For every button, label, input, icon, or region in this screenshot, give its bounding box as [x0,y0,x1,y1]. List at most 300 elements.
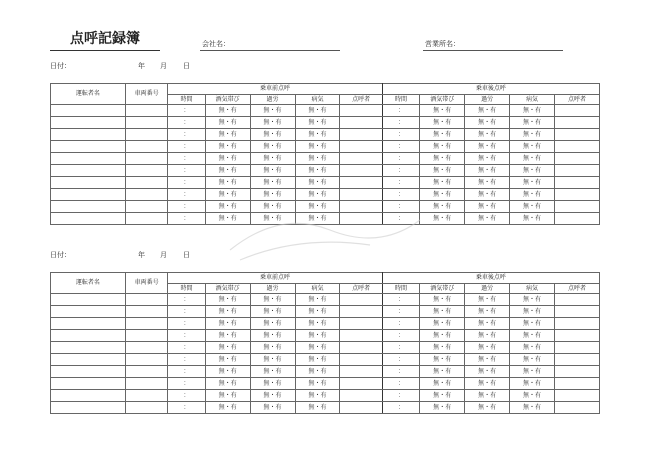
time-cell[interactable]: ： [168,117,205,129]
illness-choice-cell[interactable]: 無・有 [510,342,555,354]
vehicle-number-cell[interactable] [125,354,167,366]
fatigue-choice-cell[interactable]: 無・有 [250,318,295,330]
inspector-cell[interactable] [554,117,599,129]
date-year: 年 [138,251,145,259]
driver-name-cell[interactable] [51,141,126,153]
fatigue-choice-cell[interactable]: 無・有 [465,141,510,153]
company-label: 会社名： [202,40,230,48]
vehicle-number-cell[interactable] [125,129,167,141]
fatigue-choice-cell[interactable]: 無・有 [250,294,295,306]
sub-header: 過労 [250,284,295,294]
vehicle-number-cell[interactable] [125,378,167,390]
inspector-cell[interactable] [340,390,382,402]
alcohol-choice-cell[interactable]: 無・有 [205,402,250,414]
time-cell[interactable]: ： [382,129,419,141]
illness-choice-cell[interactable]: 無・有 [295,201,340,213]
before-boarding-header: 乗車前点呼 [168,84,383,95]
time-cell[interactable]: ： [382,318,419,330]
fatigue-choice-cell[interactable]: 無・有 [250,342,295,354]
fatigue-choice-cell[interactable]: 無・有 [250,141,295,153]
inspector-cell[interactable] [554,141,599,153]
fatigue-choice-cell[interactable]: 無・有 [465,189,510,201]
fatigue-choice-cell[interactable]: 無・有 [250,378,295,390]
illness-choice-cell[interactable]: 無・有 [295,330,340,342]
inspector-cell[interactable] [340,201,382,213]
document-title: 点呼記録簿 [50,30,160,51]
vehicle-number-cell[interactable] [125,117,167,129]
fatigue-choice-cell[interactable]: 無・有 [465,177,510,189]
driver-name-cell[interactable] [51,189,126,201]
table-row [51,354,600,366]
driver-name-cell[interactable] [51,378,126,390]
table-row [51,201,600,213]
driver-name-cell[interactable] [51,129,126,141]
fatigue-choice-cell[interactable]: 無・有 [465,213,510,225]
time-cell[interactable]: ： [382,366,419,378]
fatigue-choice-cell[interactable]: 無・有 [465,201,510,213]
inspector-cell[interactable] [554,366,599,378]
table-row [51,213,600,225]
alcohol-choice-cell[interactable]: 無・有 [205,153,250,165]
alcohol-choice-cell[interactable]: 無・有 [205,294,250,306]
alcohol-choice-cell[interactable]: 無・有 [420,141,465,153]
illness-choice-cell[interactable]: 無・有 [510,378,555,390]
driver-name-cell[interactable] [51,366,126,378]
inspector-cell[interactable] [340,117,382,129]
time-cell[interactable]: ： [382,306,419,318]
time-cell[interactable]: ： [382,354,419,366]
fatigue-choice-cell[interactable]: 無・有 [250,129,295,141]
illness-choice-cell[interactable]: 無・有 [510,390,555,402]
time-cell[interactable]: ： [382,177,419,189]
vehicle-number-cell[interactable] [125,177,167,189]
time-cell[interactable]: ： [168,213,205,225]
vehicle-number-cell[interactable] [125,213,167,225]
alcohol-choice-cell[interactable]: 無・有 [205,117,250,129]
illness-choice-cell[interactable]: 無・有 [510,141,555,153]
table-row [51,177,600,189]
sub-header: 病気 [295,284,340,294]
alcohol-choice-cell[interactable]: 無・有 [420,294,465,306]
time-cell[interactable]: ： [382,378,419,390]
alcohol-choice-cell[interactable]: 無・有 [205,366,250,378]
alcohol-choice-cell[interactable]: 無・有 [420,105,465,117]
time-cell[interactable]: ： [168,330,205,342]
inspector-cell[interactable] [554,153,599,165]
driver-name-cell[interactable] [51,306,126,318]
inspector-cell[interactable] [554,318,599,330]
company-underline [200,50,340,51]
inspector-cell[interactable] [554,342,599,354]
alcohol-choice-cell[interactable]: 無・有 [205,213,250,225]
time-cell[interactable]: ： [168,129,205,141]
table-row [51,330,600,342]
inspector-cell[interactable] [554,177,599,189]
date-day: 日 [183,251,190,259]
illness-choice-cell[interactable]: 無・有 [510,153,555,165]
fatigue-choice-cell[interactable]: 無・有 [465,318,510,330]
time-cell[interactable]: ： [382,189,419,201]
illness-choice-cell[interactable]: 無・有 [295,342,340,354]
sub-header: 過労 [465,95,510,105]
time-cell[interactable]: ： [168,366,205,378]
fatigue-choice-cell[interactable]: 無・有 [250,366,295,378]
illness-choice-cell[interactable]: 無・有 [295,366,340,378]
inspector-cell[interactable] [340,165,382,177]
alcohol-choice-cell[interactable]: 無・有 [420,366,465,378]
date-label: 日付： [50,251,71,259]
driver-name-header: 運転者名 [51,84,126,105]
illness-choice-cell[interactable]: 無・有 [510,177,555,189]
time-cell[interactable]: ： [382,153,419,165]
inspector-cell[interactable] [340,342,382,354]
illness-choice-cell[interactable]: 無・有 [295,177,340,189]
time-cell[interactable]: ： [168,354,205,366]
fatigue-choice-cell[interactable]: 無・有 [250,402,295,414]
illness-choice-cell[interactable]: 無・有 [510,201,555,213]
time-cell[interactable]: ： [382,105,419,117]
vehicle-number-cell[interactable] [125,141,167,153]
fatigue-choice-cell[interactable]: 無・有 [465,354,510,366]
illness-choice-cell[interactable]: 無・有 [295,402,340,414]
fatigue-choice-cell[interactable]: 無・有 [250,330,295,342]
date-month: 月 [160,62,167,70]
driver-name-cell[interactable] [51,177,126,189]
inspector-cell[interactable] [554,378,599,390]
fatigue-choice-cell[interactable]: 無・有 [465,306,510,318]
illness-choice-cell[interactable]: 無・有 [510,189,555,201]
illness-choice-cell[interactable]: 無・有 [295,189,340,201]
alcohol-choice-cell[interactable]: 無・有 [205,201,250,213]
alcohol-choice-cell[interactable]: 無・有 [205,177,250,189]
inspector-cell[interactable] [554,213,599,225]
driver-name-cell[interactable] [51,354,126,366]
inspector-cell[interactable] [340,294,382,306]
time-cell[interactable]: ： [382,201,419,213]
fatigue-choice-cell[interactable]: 無・有 [465,165,510,177]
inspector-cell[interactable] [340,402,382,414]
alcohol-choice-cell[interactable]: 無・有 [205,129,250,141]
sub-header: 酒気帯び [420,284,465,294]
after-boarding-header: 乗車後点呼 [382,84,599,95]
inspector-cell[interactable] [554,390,599,402]
office-underline [423,50,563,51]
fatigue-choice-cell[interactable]: 無・有 [465,342,510,354]
alcohol-choice-cell[interactable]: 無・有 [205,378,250,390]
illness-choice-cell[interactable]: 無・有 [510,330,555,342]
table-row [51,366,600,378]
fatigue-choice-cell[interactable]: 無・有 [465,294,510,306]
time-cell[interactable]: ： [382,165,419,177]
fatigue-choice-cell[interactable]: 無・有 [250,306,295,318]
illness-choice-cell[interactable]: 無・有 [295,213,340,225]
inspector-cell[interactable] [340,354,382,366]
fatigue-choice-cell[interactable]: 無・有 [465,366,510,378]
illness-choice-cell[interactable]: 無・有 [510,306,555,318]
time-cell[interactable]: ： [168,342,205,354]
alcohol-choice-cell[interactable]: 無・有 [205,189,250,201]
alcohol-choice-cell[interactable]: 無・有 [420,306,465,318]
table-row [51,117,600,129]
alcohol-choice-cell[interactable]: 無・有 [205,105,250,117]
inspector-cell[interactable] [554,165,599,177]
illness-choice-cell[interactable]: 無・有 [295,153,340,165]
fatigue-choice-cell[interactable]: 無・有 [250,354,295,366]
sub-header: 点呼者 [554,284,599,294]
sub-header: 酒気帯び [420,95,465,105]
illness-choice-cell[interactable]: 無・有 [510,129,555,141]
date-month: 月 [160,251,167,259]
driver-name-cell[interactable] [51,201,126,213]
driver-name-cell[interactable] [51,165,126,177]
illness-choice-cell[interactable]: 無・有 [295,390,340,402]
alcohol-choice-cell[interactable]: 無・有 [420,117,465,129]
illness-choice-cell[interactable]: 無・有 [510,213,555,225]
time-cell[interactable]: ： [168,141,205,153]
inspector-cell[interactable] [340,318,382,330]
driver-name-cell[interactable] [51,318,126,330]
inspector-cell[interactable] [340,129,382,141]
alcohol-choice-cell[interactable]: 無・有 [420,342,465,354]
illness-choice-cell[interactable]: 無・有 [295,294,340,306]
sub-header: 病気 [510,284,555,294]
inspector-cell[interactable] [554,201,599,213]
time-cell[interactable]: ： [382,330,419,342]
illness-choice-cell[interactable]: 無・有 [295,105,340,117]
driver-name-header: 運転者名 [51,273,126,294]
vehicle-number-cell[interactable] [125,390,167,402]
time-cell[interactable]: ： [168,378,205,390]
table-row [51,342,600,354]
after-boarding-header: 乗車後点呼 [382,273,599,284]
inspector-cell[interactable] [554,105,599,117]
alcohol-choice-cell[interactable]: 無・有 [420,177,465,189]
alcohol-choice-cell[interactable]: 無・有 [420,354,465,366]
illness-choice-cell[interactable]: 無・有 [510,294,555,306]
table-row [51,165,600,177]
alcohol-choice-cell[interactable]: 無・有 [205,318,250,330]
time-cell[interactable]: ： [382,402,419,414]
fatigue-choice-cell[interactable]: 無・有 [465,105,510,117]
fatigue-choice-cell[interactable]: 無・有 [250,105,295,117]
sub-header: 過労 [465,284,510,294]
illness-choice-cell[interactable]: 無・有 [510,318,555,330]
inspector-cell[interactable] [554,189,599,201]
alcohol-choice-cell[interactable]: 無・有 [420,213,465,225]
vehicle-number-cell[interactable] [125,306,167,318]
time-cell[interactable]: ： [168,402,205,414]
inspector-cell[interactable] [340,213,382,225]
sub-header: 時間 [168,95,205,105]
fatigue-choice-cell[interactable]: 無・有 [250,390,295,402]
illness-choice-cell[interactable]: 無・有 [295,129,340,141]
illness-choice-cell[interactable]: 無・有 [510,402,555,414]
table-row [51,129,600,141]
fatigue-choice-cell[interactable]: 無・有 [250,213,295,225]
vehicle-number-header: 車両番号 [125,84,167,105]
fatigue-choice-cell[interactable]: 無・有 [465,153,510,165]
time-cell[interactable]: ： [382,117,419,129]
inspector-cell[interactable] [554,294,599,306]
illness-choice-cell[interactable]: 無・有 [295,306,340,318]
time-cell[interactable]: ： [168,390,205,402]
sub-header: 酒気帯び [205,284,250,294]
time-cell[interactable]: ： [168,189,205,201]
fatigue-choice-cell[interactable]: 無・有 [465,330,510,342]
illness-choice-cell[interactable]: 無・有 [295,165,340,177]
table-row [51,105,600,117]
vehicle-number-cell[interactable] [125,318,167,330]
driver-name-cell[interactable] [51,330,126,342]
sub-header: 時間 [382,95,419,105]
fatigue-choice-cell[interactable]: 無・有 [465,117,510,129]
illness-choice-cell[interactable]: 無・有 [295,141,340,153]
alcohol-choice-cell[interactable]: 無・有 [420,165,465,177]
time-cell[interactable]: ： [168,153,205,165]
time-cell[interactable]: ： [168,165,205,177]
illness-choice-cell[interactable]: 無・有 [295,378,340,390]
illness-choice-cell[interactable]: 無・有 [510,354,555,366]
vehicle-number-cell[interactable] [125,201,167,213]
date-day: 日 [183,62,190,70]
driver-name-cell[interactable] [51,213,126,225]
driver-name-cell[interactable] [51,402,126,414]
time-cell[interactable]: ： [382,213,419,225]
time-cell[interactable]: ： [168,306,205,318]
illness-choice-cell[interactable]: 無・有 [510,117,555,129]
fatigue-choice-cell[interactable]: 無・有 [250,153,295,165]
inspector-cell[interactable] [340,141,382,153]
table-row [51,378,600,390]
illness-choice-cell[interactable]: 無・有 [510,165,555,177]
alcohol-choice-cell[interactable]: 無・有 [205,330,250,342]
before-boarding-header: 乗車前点呼 [168,273,383,284]
fatigue-choice-cell[interactable]: 無・有 [465,390,510,402]
table-row [51,318,600,330]
illness-choice-cell[interactable]: 無・有 [295,117,340,129]
inspector-cell[interactable] [554,306,599,318]
roll-call-table-2 [50,272,600,414]
inspector-cell[interactable] [554,330,599,342]
inspector-cell[interactable] [554,129,599,141]
fatigue-choice-cell[interactable]: 無・有 [250,165,295,177]
alcohol-choice-cell[interactable]: 無・有 [420,390,465,402]
inspector-cell[interactable] [554,354,599,366]
inspector-cell[interactable] [554,402,599,414]
table-row [51,141,600,153]
alcohol-choice-cell[interactable]: 無・有 [205,141,250,153]
fatigue-choice-cell[interactable]: 無・有 [465,402,510,414]
alcohol-choice-cell[interactable]: 無・有 [205,165,250,177]
inspector-cell[interactable] [340,378,382,390]
alcohol-choice-cell[interactable]: 無・有 [420,330,465,342]
time-cell[interactable]: ： [382,141,419,153]
driver-name-cell[interactable] [51,105,126,117]
time-cell[interactable]: ： [168,201,205,213]
time-cell[interactable]: ： [168,177,205,189]
time-cell[interactable]: ： [168,105,205,117]
table-row [51,189,600,201]
inspector-cell[interactable] [340,330,382,342]
alcohol-choice-cell[interactable]: 無・有 [420,153,465,165]
alcohol-choice-cell[interactable]: 無・有 [420,129,465,141]
inspector-cell[interactable] [340,366,382,378]
section-1-date-row [50,61,250,71]
sub-header: 時間 [168,284,205,294]
time-cell[interactable]: ： [168,294,205,306]
illness-choice-cell[interactable]: 無・有 [510,105,555,117]
sub-header: 点呼者 [340,284,382,294]
roll-call-table-1 [50,83,600,225]
vehicle-number-cell[interactable] [125,330,167,342]
section-2-date-row [50,250,250,260]
driver-name-cell[interactable] [51,153,126,165]
driver-name-cell[interactable] [51,117,126,129]
fatigue-choice-cell[interactable]: 無・有 [250,201,295,213]
time-cell[interactable]: ： [382,390,419,402]
vehicle-number-cell[interactable] [125,402,167,414]
vehicle-number-cell[interactable] [125,366,167,378]
sub-header: 病気 [295,95,340,105]
alcohol-choice-cell[interactable]: 無・有 [420,318,465,330]
alcohol-choice-cell[interactable]: 無・有 [420,189,465,201]
vehicle-number-cell[interactable] [125,165,167,177]
inspector-cell[interactable] [340,153,382,165]
office-label: 営業所名： [425,40,460,48]
driver-name-cell[interactable] [51,342,126,354]
time-cell[interactable]: ： [168,318,205,330]
table-row [51,402,600,414]
illness-choice-cell[interactable]: 無・有 [295,354,340,366]
alcohol-choice-cell[interactable]: 無・有 [205,390,250,402]
vehicle-number-cell[interactable] [125,189,167,201]
inspector-cell[interactable] [340,105,382,117]
driver-name-cell[interactable] [51,390,126,402]
time-cell[interactable]: ： [382,294,419,306]
sub-header: 酒気帯び [205,95,250,105]
illness-choice-cell[interactable]: 無・有 [510,366,555,378]
inspector-cell[interactable] [340,306,382,318]
fatigue-choice-cell[interactable]: 無・有 [465,129,510,141]
inspector-cell[interactable] [340,189,382,201]
fatigue-choice-cell[interactable]: 無・有 [250,177,295,189]
alcohol-choice-cell[interactable]: 無・有 [205,306,250,318]
time-cell[interactable]: ： [382,342,419,354]
date-label: 日付： [50,62,71,70]
sub-header: 時間 [382,284,419,294]
alcohol-choice-cell[interactable]: 無・有 [420,201,465,213]
fatigue-choice-cell[interactable]: 無・有 [250,189,295,201]
alcohol-choice-cell[interactable]: 無・有 [420,378,465,390]
alcohol-choice-cell[interactable]: 無・有 [205,342,250,354]
alcohol-choice-cell[interactable]: 無・有 [205,354,250,366]
table-row [51,390,600,402]
vehicle-number-header: 車両番号 [125,273,167,294]
vehicle-number-cell[interactable] [125,342,167,354]
sub-header: 過労 [250,95,295,105]
alcohol-choice-cell[interactable]: 無・有 [420,402,465,414]
sub-header: 点呼者 [554,95,599,105]
driver-name-cell[interactable] [51,294,126,306]
vehicle-number-cell[interactable] [125,105,167,117]
vehicle-number-cell[interactable] [125,153,167,165]
sub-header: 病気 [510,95,555,105]
fatigue-choice-cell[interactable]: 無・有 [250,117,295,129]
inspector-cell[interactable] [340,177,382,189]
illness-choice-cell[interactable]: 無・有 [295,318,340,330]
vehicle-number-cell[interactable] [125,294,167,306]
fatigue-choice-cell[interactable]: 無・有 [465,378,510,390]
